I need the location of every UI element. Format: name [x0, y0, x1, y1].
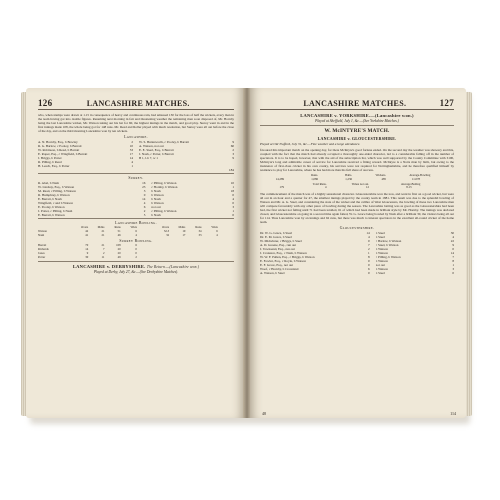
- runs-value: 0: [452, 271, 454, 276]
- table-cell: Potter: [38, 254, 46, 259]
- surrey-bowling-table: [38, 244, 234, 259]
- table-cell: [137, 256, 153, 260]
- scorecard-row: [139, 156, 234, 160]
- table-cell: Nash: [38, 232, 45, 237]
- runs-value: 0: [232, 201, 234, 205]
- runs-value: 0: [368, 239, 370, 244]
- runs-value: 7: [452, 255, 454, 260]
- table-cell: 4: [135, 232, 137, 237]
- stats-cell: 11.078: [411, 176, 420, 181]
- gloucestershire-first-total: 48: [262, 411, 266, 416]
- surrey-scorecard: [38, 181, 234, 217]
- table-header-cell: Wkts: [211, 225, 218, 229]
- table-cell: [202, 256, 218, 260]
- batsman-entry: E. F. Grace, Esq., not out: [260, 263, 294, 268]
- gloucestershire-second-total: 114: [450, 411, 456, 416]
- table-cell: 20: [117, 250, 121, 255]
- left-page-number: 126: [38, 98, 53, 108]
- table-cell: 6: [135, 228, 137, 233]
- table-cell: 2: [135, 254, 137, 259]
- stats-cell: Total Runs.: [312, 181, 327, 186]
- stats-cell: 14,289: [275, 176, 284, 181]
- runs-value: 14: [129, 156, 133, 160]
- batsman-entry: Wingfield, c and b Watson: [38, 201, 73, 205]
- table-cell: 2: [102, 250, 105, 255]
- stats-cell: 8.13: [406, 185, 412, 190]
- table-cell: 11: [101, 254, 105, 259]
- table-cell: 108: [116, 243, 121, 248]
- lancashire-batting-col1: [38, 140, 133, 168]
- table-cell: Barratt: [38, 243, 47, 248]
- batsman-entry: c Pilling, b Watson: [375, 255, 401, 260]
- runs-value: 8: [368, 255, 370, 260]
- runs-value: 0: [368, 271, 370, 276]
- batsman-entry: b Steel: [375, 271, 385, 276]
- runs-value: 0: [143, 193, 146, 197]
- batsman-entry: b Nash: [151, 213, 161, 217]
- runs-value: 53: [129, 148, 133, 152]
- table-cell: 14: [85, 247, 89, 252]
- table-header-cell: Runs: [195, 225, 202, 229]
- lancashire-total: [38, 168, 234, 172]
- batsman-entry: A. D. Greene, Esq., run out: [260, 243, 297, 248]
- next-match-result: The Return.—(Lancashire won.): [146, 264, 200, 269]
- table-header-cell: Overs: [161, 225, 170, 229]
- batsman-entry: J. Potter, c Pilling, b Nash: [38, 209, 73, 213]
- table-cell: 6: [135, 243, 137, 248]
- divider: [38, 218, 234, 219]
- runs-value: 1: [452, 263, 454, 268]
- scorecard-row: [38, 164, 133, 168]
- batsman-entry: J. Nash, c Potter, b Barratt: [139, 152, 174, 156]
- batsman-entry: A. Watson, not out: [139, 144, 164, 148]
- table-cell: 21: [101, 243, 105, 248]
- next-match-played: Played at Derby, July 27, &c.—(See Derbyshire Matches).: [93, 269, 179, 274]
- lancashire-scorecard: [38, 140, 234, 168]
- runs-value: 18: [230, 189, 234, 193]
- batsman-entry: W. Lindsay, Esq., b Watson: [38, 185, 75, 189]
- table-cell: 7: [102, 247, 105, 252]
- runs-value: 2: [131, 140, 133, 144]
- stats-cell: 4: [325, 185, 327, 190]
- runs-value: 6: [143, 205, 146, 209]
- right-running-head: [260, 98, 454, 110]
- batsman-entry: E. Barratt, b Watson: [38, 213, 65, 217]
- runs-value: 0: [232, 193, 234, 197]
- gloucestershire-first-innings: [260, 231, 370, 275]
- batsman-entry: R. G. Barlow, c Pooley, b Barratt: [38, 144, 82, 148]
- surrey-heading: Surrey.: [128, 176, 144, 180]
- runs-value: 4: [368, 235, 370, 240]
- runs-value: 4: [143, 201, 146, 205]
- stats-cell: Balls.: [345, 173, 352, 177]
- runs-value: 4: [131, 160, 133, 164]
- stats-cell: Batting: [411, 181, 421, 186]
- batsman-entry: R. Abel, b Nash: [38, 181, 59, 185]
- runs-value: 14: [450, 251, 454, 256]
- table-header-cell: Mdns: [97, 225, 105, 229]
- batsman-entry: c Hornby, b Watson: [151, 185, 178, 189]
- batsman-entry: Woof, c Hornby, b Crossland: [260, 267, 299, 272]
- runs-value: 3: [232, 205, 234, 209]
- stats-cell: 1,086: [311, 176, 318, 181]
- stats-cell: 1,236: [345, 176, 352, 181]
- batsman-entry: b Watson: [375, 247, 388, 252]
- runs-value: 22: [450, 239, 454, 244]
- yorkshire-match-title: LANCASHIRE v. YORKSHIRE.—(Lancashire won.): [300, 113, 414, 118]
- stats-cell: Times not out.: [351, 181, 369, 186]
- lancashire-batting-col2: [139, 140, 234, 168]
- table-header-cell: Mdns: [178, 225, 186, 229]
- runs-value: 14: [142, 197, 146, 201]
- batsman-entry: J. Briggs, b Potter: [38, 156, 62, 160]
- batsman-entry: b Nash: [151, 189, 161, 193]
- batsman-entry: not out: [375, 263, 385, 268]
- batsman-entry: W. S. Butterworth, c Pooley, b Barratt: [139, 140, 190, 144]
- runs-value: 9: [232, 140, 234, 144]
- batsman-entry: R. Humphrey, b Watson: [38, 193, 70, 197]
- runs-value: 2: [143, 209, 146, 213]
- batsman-entry: Dr. E. M. Grace, b Steel: [260, 235, 292, 240]
- batsman-entry: R. Pilling, b Read: [38, 160, 62, 164]
- batsman-entry: J. Townsend, Esq., run out: [260, 247, 295, 252]
- batsman-entry: E. E. Steel, Esq., b Barratt: [139, 148, 174, 152]
- runs-value: 0: [368, 263, 370, 268]
- career-bowling-stats: [260, 174, 454, 182]
- next-match-title: [38, 264, 234, 269]
- batsman-entry: A. Watson, b Steel: [260, 271, 285, 276]
- table-cell: 30: [85, 254, 89, 259]
- batsman-entry: W. W. F. Pullen, Esq., c Briggs, b Watson: [260, 255, 315, 260]
- surrey-bowling-heading: Surrey Bowling.: [119, 239, 153, 244]
- table-cell: [153, 256, 169, 260]
- stats-cell: Runs.: [311, 173, 318, 177]
- runs-value: 4: [232, 197, 234, 201]
- table-cell: 21: [101, 228, 105, 233]
- runs-value: 9: [452, 243, 454, 248]
- table-cell: 70: [85, 243, 89, 248]
- yorkshire-match-note: Played at Sheffield, July 1, &c.—(See Yorkshire Matches.): [315, 119, 399, 123]
- batsman-entry: b Watson: [151, 201, 164, 205]
- lancashire-heading: Lancashire.: [124, 135, 148, 139]
- right-page-number: 127: [439, 98, 454, 108]
- benefit-title: W. McINTYRE'S MATCH.: [324, 128, 390, 134]
- batsman-entry: b Watson: [375, 267, 388, 272]
- runs-value: 16: [142, 181, 146, 185]
- gloucestershire-heading: Gloucestershire.: [339, 226, 375, 231]
- right-page-edges: [466, 92, 472, 416]
- table-cell: [137, 234, 153, 238]
- batsman-entry: b Watson: [375, 259, 388, 264]
- left-running-title: LANCASHIRE MATCHES.: [86, 99, 190, 108]
- lancashire-total-value: 184: [228, 168, 234, 172]
- stats-cell: Wickets.: [375, 173, 386, 177]
- left-page: [26, 88, 244, 418]
- divider: [260, 125, 454, 126]
- runs-value: 5: [143, 213, 146, 217]
- runs-value: 8: [452, 259, 454, 264]
- table-cell: 17: [182, 232, 186, 237]
- runs-value: 10: [129, 144, 133, 148]
- runs-value: 7: [368, 243, 370, 248]
- batsman-entry: J. Cranston, Esq., c Nash, b Watson: [260, 251, 307, 256]
- batsman-entry: not out: [151, 205, 161, 209]
- benefit-played: Played at Old Trafford, July 31, &c.—Fine weather and a large attendance.: [260, 142, 361, 146]
- table-cell: 49: [117, 254, 121, 259]
- table-header-cell: Wkts: [130, 225, 137, 229]
- table-header-cell: Runs: [114, 225, 121, 229]
- table-cell: 21: [101, 232, 105, 237]
- table-cell: 41: [85, 232, 89, 237]
- scorecard-row: [260, 271, 370, 275]
- batsman-entry: A. N. Hornby, Esq., b Bowley: [38, 140, 78, 144]
- batsman-entry: b Watson: [375, 251, 388, 256]
- runs-value: 60: [230, 144, 234, 148]
- table-cell: 6: [216, 228, 218, 233]
- table-cell: Richards: [38, 247, 49, 252]
- surrey-first-innings: [38, 181, 145, 217]
- right-page: [250, 88, 466, 418]
- table-cell: 51: [117, 228, 121, 233]
- runs-value: 2: [368, 247, 370, 252]
- batsman-entry: b Watson: [151, 193, 164, 197]
- batsman-entry: E. Roper, Esq., c Wingfield, b Barratt: [38, 152, 88, 156]
- surrey-second-innings: [151, 181, 234, 217]
- runs-value: 17: [129, 152, 133, 156]
- batsman-entry: b Steel: [375, 235, 385, 240]
- benefit-text: favoured this important match on the opening day, for there McIntyre's good fortune ended. On the second day the weather was showery and this, coupled with the fact that the match had already occupied a thoroughly one-sided character, led to a considerable falling off in the number of spectators. It is to be hoped, however, that with the aid of the subscription list, which was well supported by the County Committee with £100, McIntyre's long and admirable career of service for Lancashire received a fitting reward. McIntyre is a Notts man by birth, but owing to the insistence of first-class cricket in his own county, his services were not required for Nottinghamshire, and he therefore qualified himself by residence to play for Lancashire, where he has had more than his full share of success.: [260, 148, 454, 172]
- table-cell: 46: [117, 232, 121, 237]
- scorecard-row: [151, 213, 234, 217]
- batsman-entry: W. Midwinter, c Briggs, b Steel: [260, 239, 302, 244]
- gloucestershire-second-innings: [376, 231, 454, 275]
- benefit-subtitle: LANCASHIRE v. GLOUCESTERSHIRE.: [317, 136, 397, 141]
- runs-value: 0: [232, 213, 234, 217]
- batsman-entry: E. Fowler, Esq., c Royle, b Watson: [260, 259, 306, 264]
- stats-cell: Average.: [400, 181, 412, 186]
- batsman-entry: b Nash: [151, 197, 161, 201]
- table-cell: 0: [135, 247, 137, 252]
- lancashire-bowling-heading: Lancashire Bowling.: [115, 221, 157, 225]
- stats-cell: 485: [381, 176, 386, 181]
- table-cell: [169, 256, 185, 260]
- batsman-entry: b Steel: [375, 231, 385, 236]
- runs-value: 2: [232, 148, 234, 152]
- runs-value: 1: [131, 164, 133, 168]
- table-cell: 20: [117, 247, 121, 252]
- table-cell: 42: [85, 228, 89, 233]
- batsman-entry: c Steel, b Watson: [375, 243, 399, 248]
- table-header-cell: Overs: [81, 225, 89, 229]
- table-cell: 0: [135, 250, 137, 255]
- runs-value: 3: [452, 267, 454, 272]
- right-running-title: LANCASHIRE MATCHES.: [303, 99, 407, 108]
- runs-value: 23: [142, 185, 146, 189]
- runs-value: 3: [143, 189, 146, 193]
- runs-value: 14: [366, 231, 370, 236]
- gloucestershire-scorecard: [260, 231, 454, 275]
- runs-value: 6: [368, 267, 370, 272]
- match-report-text: The commencement of the match was of a highly sensational character. Gloucestershire won the toss, and went in first on a good wicket, but were all out in an hour and a quarter for 47, the smallest innings played by the county team in 1881. This result was due to the splendid bowling of Watson and Mr. A. G. Steel, and considering the state of the wicket and the calibre of West Gloucesters, the bowling of these two Lancashire men will compare favourably with any other piece of bowling during the season. The Lancashire batting was as good as the Gloucestershire had been bad, the first wicket not falling until 71 had been totalled, 61 of which had been made in brilliant style by Mr. Hornby. The innings was declared closed, and Gloucestershire on going in a second time again failed, W. G. Grace being bowled by Nash after a brilliant 30, the visitors being all out for 114. Thus Lancashire won by an innings and 62 runs, but there was much to interest spectators in the excellent all-round cricket of the home team.: [260, 192, 454, 225]
- batsman-entry: c Pilling, b Watson: [151, 209, 177, 213]
- batsman-entry: H. Leach, Esq., b Potter: [38, 164, 70, 168]
- runs-value: 0: [368, 259, 370, 264]
- stats-cell: Average.: [409, 173, 420, 177]
- runs-value: 1: [232, 209, 234, 213]
- runs-value: 10: [230, 181, 234, 185]
- table-row: [38, 256, 234, 260]
- lancashire-bowling-table: [38, 230, 234, 238]
- runs-value: 9: [232, 156, 234, 160]
- career-batting-stats: [260, 183, 454, 191]
- batsman-entry: Dr. W. G. Grace, b Steel: [260, 231, 292, 236]
- left-intro-text: who, when stumps were drawn at 1.15 in consequence of heavy and continuous rain, had amassed 130 for the loss of half the wickets, every man in the team having got into double figures. Resuming next morning in fair and threatening weather the remaining men soon disposed of, Mr. Hornby being the last Lancashire wicket, Mr. Watson taking out his bat for 60, the highest innings in the match, and good play. Surrey went in and in the first innings made 108, the whole being got for 148 runs. Mr. Read and Roller played with much resolution, but Surrey were all out before the close of the day, and on the third morning Lancashire won by ten wickets.: [38, 113, 234, 133]
- batsman-entry: M. Read, c Pilling, b Watson: [38, 189, 76, 193]
- scorecard-row: [38, 213, 145, 217]
- table-cell: 9: [86, 250, 89, 255]
- runs-value: 1: [368, 251, 370, 256]
- open-book: [26, 88, 470, 422]
- batsman-entry: W. Robinson, b Read, b Barratt: [38, 148, 80, 152]
- runs-value: 1: [232, 185, 234, 189]
- runs-value: 0: [452, 247, 454, 252]
- divider: [38, 173, 234, 174]
- table-cell: 33: [198, 232, 202, 237]
- batsman-entry: E. Pooley, b Watson: [38, 205, 65, 209]
- runs-value: 30: [450, 231, 454, 236]
- batsman-entry: c Pilling, b Watson: [151, 181, 177, 185]
- stats-cell: 179: [279, 185, 284, 190]
- stats-cell: Bowling: [420, 173, 431, 177]
- runs-value: 4: [452, 235, 454, 240]
- table-cell: 34: [198, 228, 202, 233]
- table-cell: Watson: [38, 228, 47, 233]
- stats-cell: 12: [366, 185, 369, 190]
- table-cell: 32: [166, 232, 170, 237]
- next-match-name: LANCASHIRE v. DERBYSHIRE.: [72, 263, 146, 269]
- runs-value: 3: [232, 152, 234, 156]
- table-cell: [185, 256, 201, 260]
- scorecard-row: [376, 271, 454, 275]
- batsman-entry: B 1, l-b 7, w 1: [139, 156, 158, 160]
- batsman-entry: c Barlow, b Watson: [375, 239, 402, 244]
- divider: [38, 261, 234, 262]
- batsman-entry: E. Barratt, b Nash: [38, 197, 62, 201]
- table-cell: 32.3: [163, 228, 170, 233]
- left-running-head: [38, 98, 234, 110]
- table-cell: Jones: [38, 250, 45, 255]
- table-cell: 4: [216, 232, 218, 237]
- table-cell: 19: [182, 228, 186, 233]
- table-row: [38, 234, 234, 238]
